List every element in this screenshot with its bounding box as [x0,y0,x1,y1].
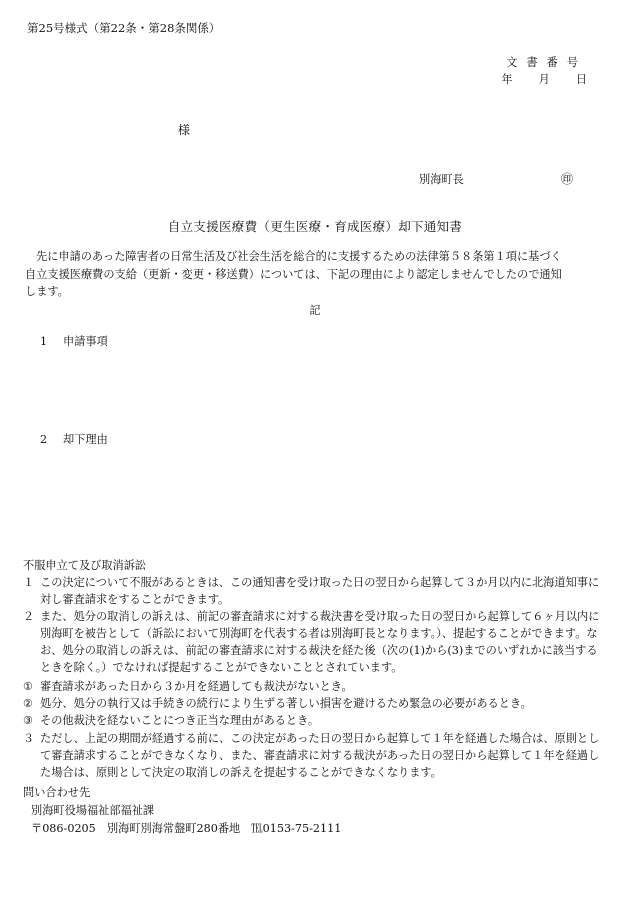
appeal-item [23,712,601,729]
appeal-item-mark: １ [23,576,35,589]
appeal-item-mark: ② [23,697,34,710]
appeal-heading: 不服申立て及び取消訴訟 [23,559,147,572]
appeal-item [23,730,601,781]
section-label: 却下理由 [63,433,108,446]
section-number: 2 [40,433,48,446]
section-rejection-reason [40,431,108,447]
appeal-item [23,695,601,712]
appeal-item-mark: ２ [23,610,35,623]
document-number-label: 文書番号 [506,56,587,69]
date-year: 年 [501,73,513,86]
appeal-item-text: 処分、処分の執行又は手続きの続行により生ずる著しい損害を避けるため緊急の必要があるとき。 [40,697,532,710]
sender-name: 別海町長 [419,173,464,186]
appeal-item-text: その他裁決を経ないことにつき正当な理由があるとき。 [40,714,320,727]
intro-line: 自立支援医療費の支給（更新・変更・移送費）については、下記の理由により認定しませんでしたので通知 [25,267,562,281]
intro-line: 先に申請のあった障害者の日常生活及び社会生活を総合的に支援するための法律第５８条第１項に基づく [36,250,562,263]
appeal-item-mark: ③ [23,714,34,727]
appeal-item-mark: ３ [23,732,35,745]
appeal-item-mark: ① [23,680,34,693]
intro-paragraph [25,248,593,301]
appeal-item-text: ただし、上記の期間が経過する前に、この決定があった日の翌日から起算して１年を経過した場合は、原則として審査請求することができなくなり、また、審査請求に対する裁決があった日の翌日から起算して１年を経過した場合は、原則として決定の取消しの訴えを提起することができなくなります。 [40,732,600,779]
ki-heading: 記 [309,304,321,317]
contact-address: 〒086-0205 別海町別海常盤町280番地 ℡0153-75-2111 [31,822,342,835]
form-number: 第25号様式（第22条・第28条関係） [27,21,221,35]
section-number: 1 [40,335,48,348]
appeal-item-text: 審査請求があった日から３か月を経過しても裁決がないとき。 [40,680,353,693]
recipient-suffix: 様 [178,123,191,137]
section-label: 申請事項 [63,335,108,348]
appeal-item-text: また、処分の取消しの訴えは、前記の審査請求に対する裁決書を受け取った日の翌日から起算して６ヶ月以内に別海町を被告として（訴訟において別海町を代表する者は別海町長となります。）、提起することができます。なお、処分の取消しの訴えは、前記の審査請求に対する裁決を経た後（次の(1)から(3)までのいずれかに該当するときを除く。）でなければ提起することができないこととされています。 [40,610,600,674]
appeal-item-text: この決定について不服があるときは、この通知書を受け取った日の翌日から起算して３か月以内に北海道知事に対し審査請求をすることができます。 [40,576,600,606]
seal-mark: ㊞ [561,172,574,186]
contact-heading: 問い合わせ先 [23,786,91,799]
appeal-item [23,608,601,676]
appeal-item [23,574,601,608]
contact-department: 別海町役場福祉部福祉課 [31,804,155,817]
document-title: 自立支援医療費（更生医療・育成医療）却下通知書 [167,219,463,234]
appeal-item [23,678,601,695]
date-day: 日 [575,73,587,86]
date-month: 月 [538,73,550,86]
contact-block [23,784,341,838]
intro-line: します。 [25,285,69,298]
date-line [501,71,587,87]
section-application-items [40,333,108,349]
